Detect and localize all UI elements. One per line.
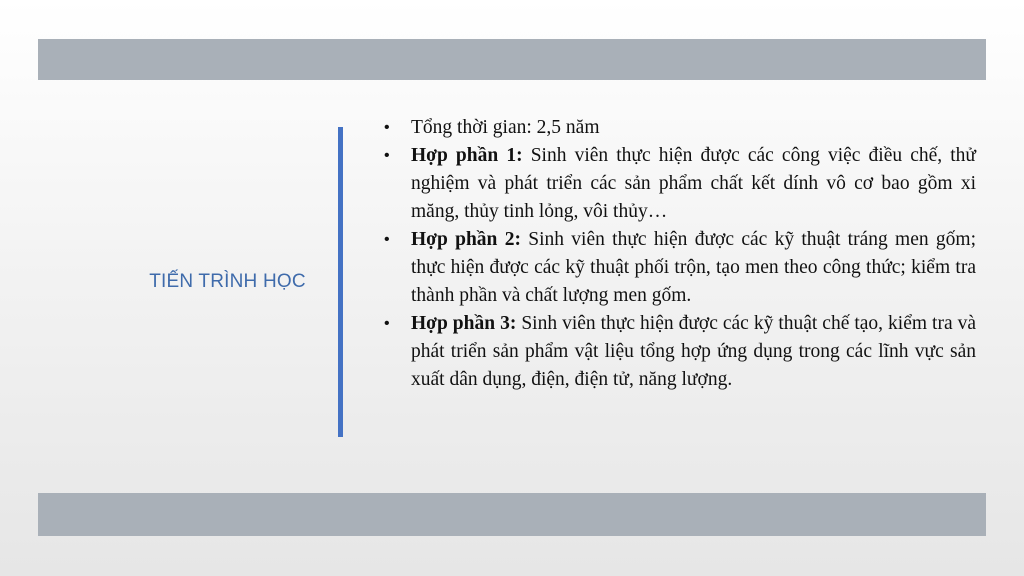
list-item-total-time (381, 114, 976, 142)
list-item-text: Sinh viên thực hiện được các kỹ thuật tráng men gốm; thực hiện được các kỹ thuật phối trộn, tạo men theo công thức; kiểm tra thành phần và chất lượng men gốm. (411, 229, 976, 306)
section-title: TIẾN TRÌNH HỌC (149, 271, 306, 292)
list-item-component-2 (381, 226, 976, 310)
list-item-lead: Hợp phần 2: (411, 229, 521, 250)
bullet-list (381, 114, 981, 394)
list-item-text: Tổng thời gian: 2,5 năm (411, 117, 600, 138)
list-item-component-1 (381, 142, 976, 226)
bullet-icon: • (384, 147, 390, 164)
list-item-lead: Hợp phần 1: (411, 145, 523, 166)
bullet-icon: • (384, 119, 390, 136)
list-item-text: Sinh viên thực hiện được các kỹ thuật chế tạo, kiểm tra và phát triển sản phẩm vật liệu tổng hợp ứng dụng trong các lĩnh vực sản xuất dân dụng, điện, điện tử, năng lượng. (411, 313, 976, 390)
list-item-lead: Hợp phần 3: (411, 313, 517, 334)
bullet-icon: • (384, 315, 390, 332)
bottom-footer-band (38, 493, 986, 536)
bullet-icon: • (384, 231, 390, 248)
list-item-text: Sinh viên thực hiện được các công việc điều chế, thử nghiệm và phát triển các sản phẩm chất kết dính vô cơ bao gồm xi măng, thủy tinh lỏng, vôi thủy… (411, 145, 976, 222)
list-item-component-3 (381, 310, 976, 394)
top-header-band (38, 39, 986, 80)
vertical-divider (338, 127, 343, 437)
content-body (381, 114, 981, 394)
